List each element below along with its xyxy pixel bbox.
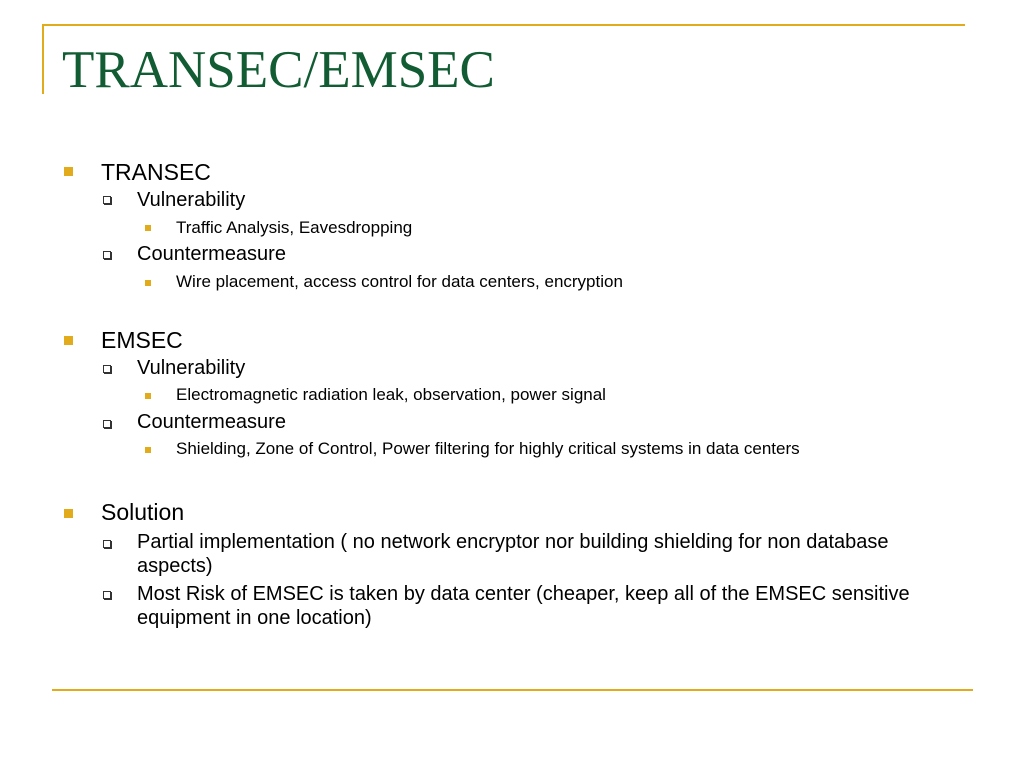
bullet-square-icon bbox=[145, 393, 151, 399]
slide-title: TRANSEC/EMSEC bbox=[62, 41, 495, 99]
section-heading-solution: Solution bbox=[101, 499, 185, 525]
list-item-label: Partial implementation ( no network encryptor nor building shielding for non database aspects) bbox=[137, 531, 889, 577]
bullet-square-icon bbox=[145, 280, 151, 286]
list-item-detail: Traffic Analysis, Eavesdropping bbox=[176, 218, 413, 237]
bullet-square-icon bbox=[145, 225, 151, 231]
list-item-label: Most Risk of EMSEC is taken by data center (cheaper, keep all of the EMSEC sensitive equipment in one location) bbox=[137, 583, 910, 629]
bullet-square-icon bbox=[145, 447, 151, 453]
list-item-detail: Shielding, Zone of Control, Power filtering for highly critical systems in data centers bbox=[176, 439, 800, 458]
list-item-label: Vulnerability bbox=[137, 189, 246, 211]
list-item-label: Vulnerability bbox=[137, 357, 246, 379]
bullet-square-icon bbox=[64, 336, 73, 345]
bullet-hollow-square-icon bbox=[103, 591, 111, 599]
list-item-detail: Electromagnetic radiation leak, observation, power signal bbox=[176, 385, 606, 404]
bullet-hollow-square-icon bbox=[103, 365, 111, 373]
bullet-hollow-square-icon bbox=[103, 540, 111, 548]
bullet-square-icon bbox=[64, 509, 73, 518]
list-item-label: Countermeasure bbox=[137, 411, 286, 433]
bullet-hollow-square-icon bbox=[103, 251, 111, 259]
section-heading-emsec: EMSEC bbox=[101, 327, 183, 353]
list-item-detail: Wire placement, access control for data centers, encryption bbox=[176, 272, 623, 291]
section-heading-transec: TRANSEC bbox=[101, 159, 211, 185]
list-item-label: Countermeasure bbox=[137, 243, 286, 265]
bullet-hollow-square-icon bbox=[103, 420, 111, 428]
bullet-hollow-square-icon bbox=[103, 196, 111, 204]
bullet-square-icon bbox=[64, 167, 73, 176]
